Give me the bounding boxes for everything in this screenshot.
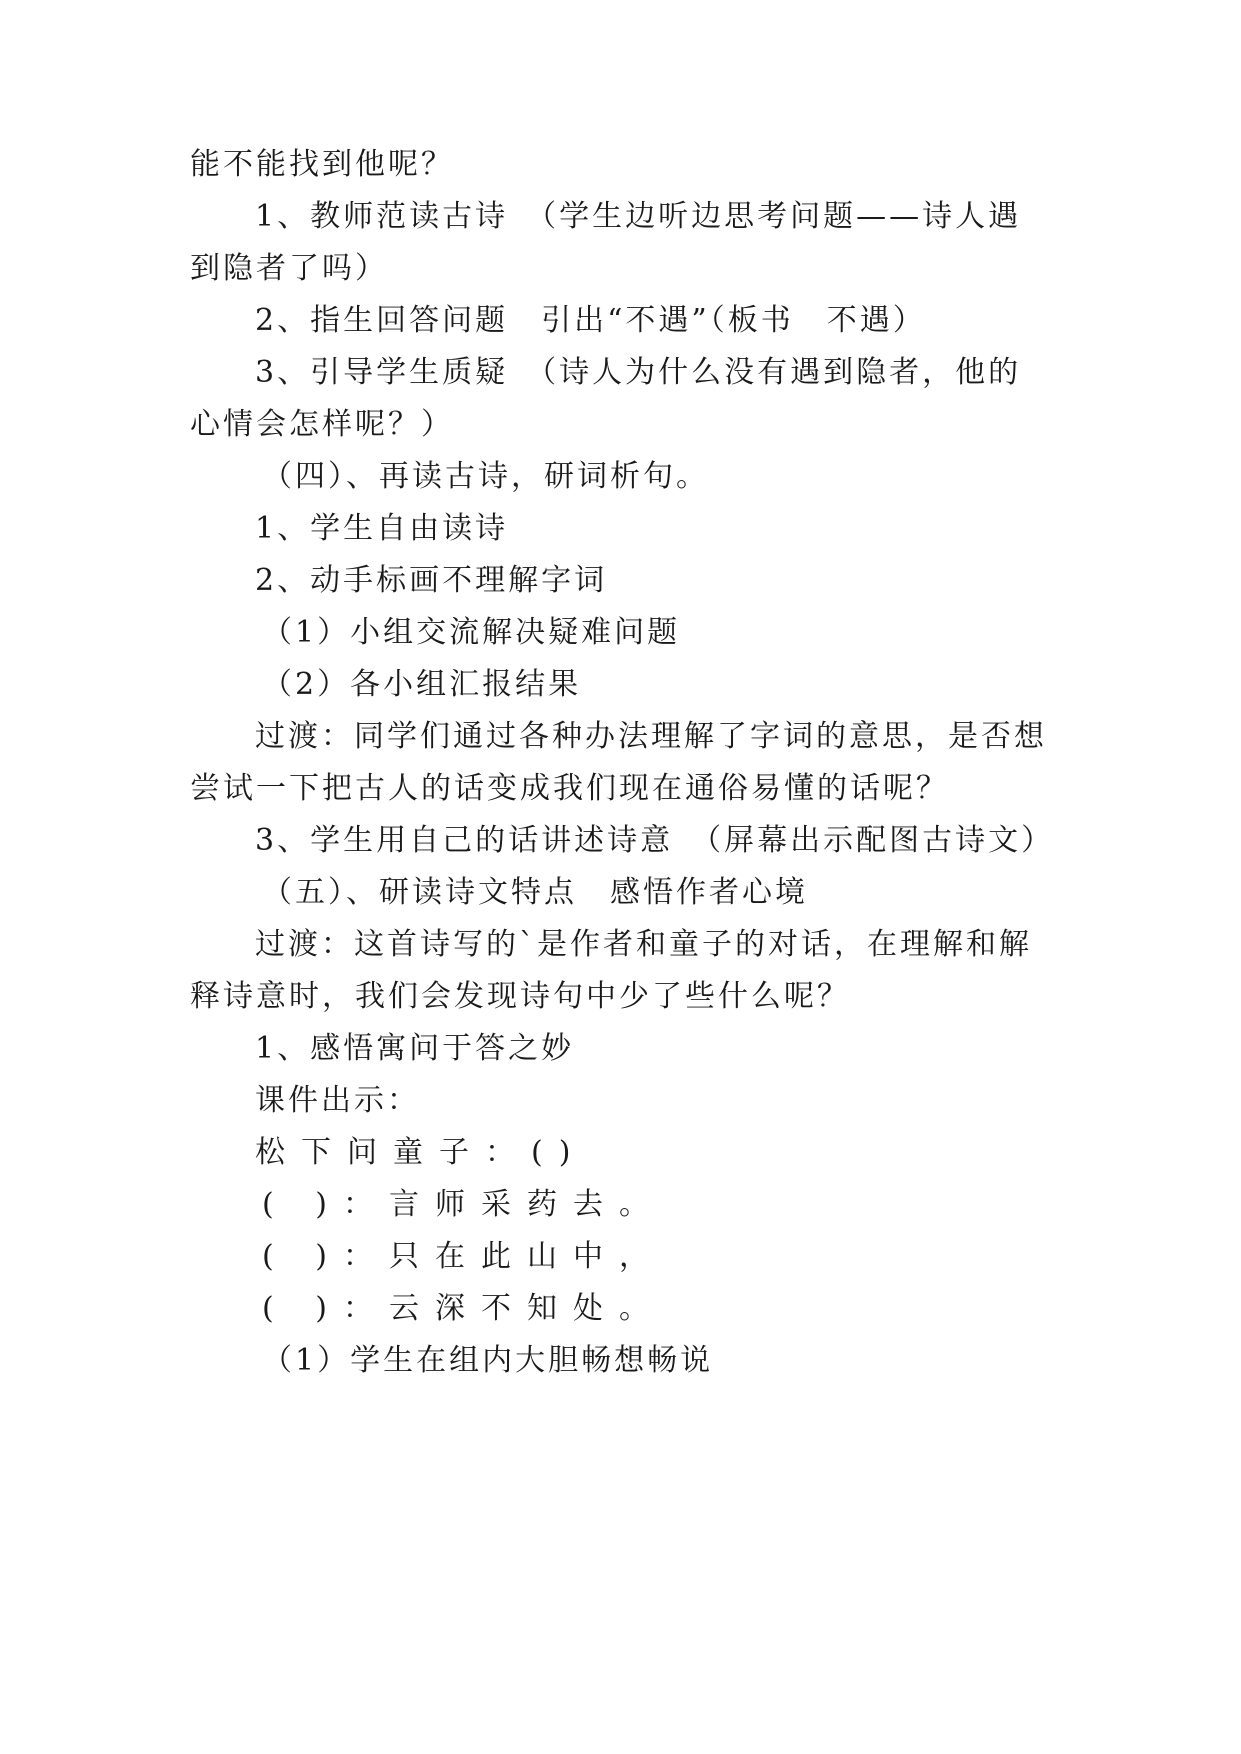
- text-line: 1、学生自由读诗: [255, 511, 509, 546]
- text-line: 2、动手标画不理解字词: [255, 563, 608, 598]
- section-heading: （五）、研读诗文特点 感悟作者心境: [262, 875, 808, 910]
- text-line: 释诗意时，我们会发现诗句中少了些什么呢？: [190, 979, 850, 1014]
- text-line: 3、引导学生质疑 （诗人为什么没有遇到隐者，他的: [255, 355, 1022, 390]
- text-line: 尝试一下把古人的话变成我们现在通俗易懂的话呢？: [190, 771, 949, 806]
- text-line: （1）学生在组内大胆畅想畅说: [262, 1343, 714, 1378]
- text-line: （2）各小组汇报结果: [262, 667, 582, 702]
- poem-line: 松下问童子：(): [255, 1135, 587, 1170]
- text-line: 到隐者了吗）: [190, 251, 388, 286]
- text-line: 3、学生用自己的话讲述诗意 （屏幕出示配图古诗文）: [255, 823, 1055, 858]
- poem-line: ( )：云深不知处。: [262, 1291, 665, 1326]
- poem-line: ( )：只在此山中，: [262, 1239, 665, 1274]
- text-line: 能不能找到他呢？: [190, 147, 454, 182]
- text-line: 1、教师范读古诗 （学生边听边思考问题——诗人遇: [255, 199, 1022, 234]
- text-line: 心情会怎样呢？）: [190, 407, 454, 442]
- poem-line: ( )：言师采药去。: [262, 1187, 665, 1222]
- text-line: 课件出示：: [255, 1083, 420, 1118]
- text-line: 1、感悟寓问于答之妙: [255, 1031, 575, 1066]
- text-line: 2、指生回答问题 引出“不遇”（板书 不遇）: [255, 303, 926, 338]
- text-line: 过渡：同学们通过各种办法理解了字词的意思，是否想: [255, 719, 1047, 754]
- section-heading: （四）、再读古诗，研词析句。: [262, 459, 709, 494]
- text-line: 过渡：这首诗写的`是作者和童子的对话，在理解和解: [255, 927, 1032, 962]
- text-line: （1）小组交流解决疑难问题: [262, 615, 681, 650]
